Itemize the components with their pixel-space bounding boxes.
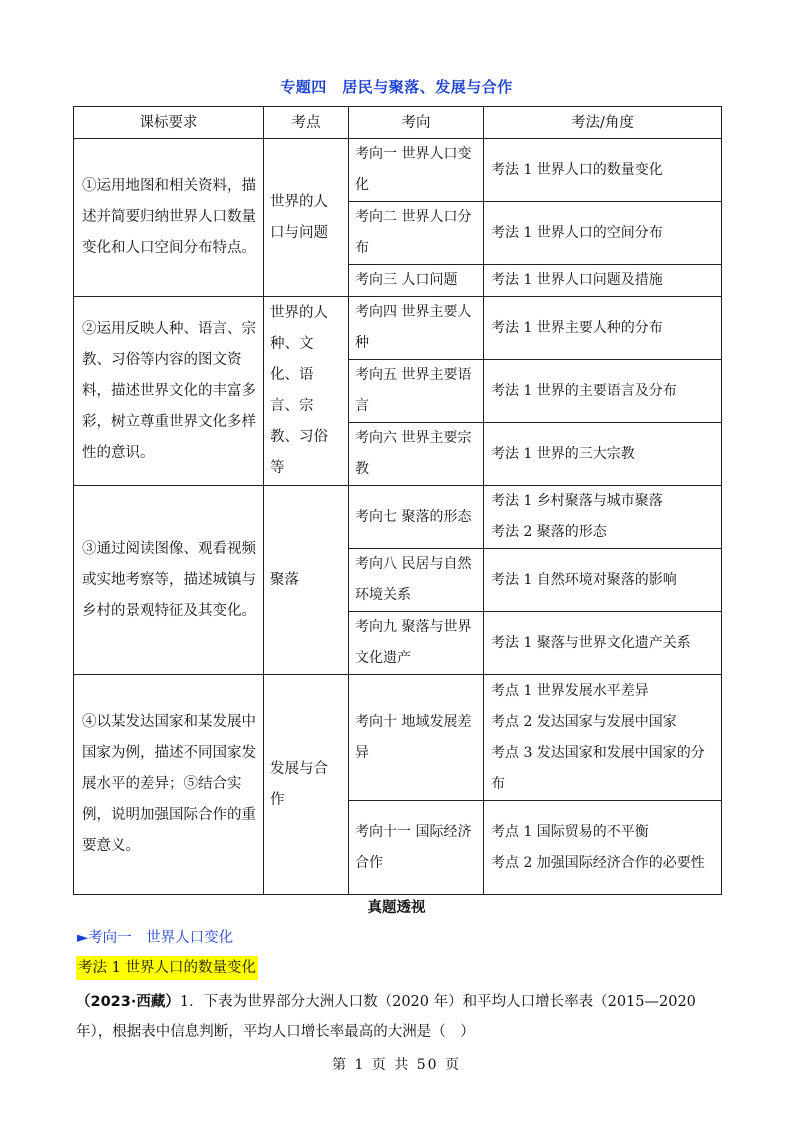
direction-cell: 考向九 聚落与世界文化遗产 bbox=[349, 612, 484, 675]
method-cell: 考法 1 世界人口问题及措施 bbox=[484, 265, 722, 297]
method-line: 考点 2 加强国际经济合作的必要性 bbox=[491, 854, 705, 871]
method-line: 考法 1 乡村聚落与城市聚落 bbox=[491, 493, 663, 509]
requirement-cell: ①运用地图和相关资料，描述并简要归纳世界人口数量变化和人口空间分布特点。 bbox=[74, 139, 264, 297]
direction-cell: 考向十 地域发展差异 bbox=[349, 675, 484, 801]
direction-cell: 考向七 聚落的形态 bbox=[349, 486, 484, 549]
page-footer: 第 1 页 共 50 页 bbox=[332, 1057, 461, 1073]
header-requirement: 课标要求 bbox=[74, 107, 264, 139]
syllabus-table bbox=[73, 106, 722, 895]
method-cell bbox=[484, 801, 722, 895]
question-body: 1．下表为世界部分大洲人口数（2020 年）和平均人口增长率表（2015—2020 年），根据表中信息判断，平均人口增长率最高的大洲是（ ） bbox=[76, 994, 696, 1040]
table-row bbox=[74, 675, 722, 801]
method-cell: 考法 1 世界的主要语言及分布 bbox=[484, 360, 722, 423]
direction-cell: 考向四 世界主要人种 bbox=[349, 297, 484, 360]
header-point: 考点 bbox=[264, 107, 349, 139]
requirement-cell: ③通过阅读图像、观看视频或实地考察等，描述城镇与乡村的景观特征及其变化。 bbox=[74, 486, 264, 675]
method-cell: 考法 1 世界人口的空间分布 bbox=[484, 202, 722, 265]
table-row bbox=[74, 486, 722, 549]
table-row bbox=[74, 297, 722, 360]
method-line: 考法 2 聚落的形态 bbox=[491, 524, 607, 540]
direction-heading: ►考向一 世界人口变化 bbox=[77, 930, 234, 946]
table-header-row bbox=[74, 107, 722, 139]
header-direction: 考向 bbox=[349, 107, 484, 139]
table-row bbox=[74, 139, 722, 202]
method-line: 考点 2 发达国家与发展中国家 bbox=[491, 713, 677, 730]
method-cell: 考法 1 自然环境对聚落的影响 bbox=[484, 549, 722, 612]
direction-cell: 考向五 世界主要语言 bbox=[349, 360, 484, 423]
point-cell: 世界的人种、文化、语言、宗教、习俗等 bbox=[264, 297, 349, 486]
direction-cell: 考向三 人口问题 bbox=[349, 265, 484, 297]
question-text bbox=[76, 987, 721, 1047]
method-cell: 考法 1 世界人口的数量变化 bbox=[484, 139, 722, 202]
method-cell: 考法 1 世界主要人种的分布 bbox=[484, 297, 722, 360]
direction-cell: 考向十一 国际经济合作 bbox=[349, 801, 484, 895]
direction-cell: 考向一 世界人口变化 bbox=[349, 139, 484, 202]
point-cell: 聚落 bbox=[264, 486, 349, 675]
direction-cell: 考向二 世界人口分布 bbox=[349, 202, 484, 265]
page-title: 专题四 居民与聚落、发展与合作 bbox=[280, 78, 513, 96]
method-line: 考点 1 世界发展水平差异 bbox=[491, 682, 649, 699]
section-heading: 真题透视 bbox=[367, 900, 426, 916]
requirement-cell: ④以某发达国家和某发展中国家为例，描述不同国家发展水平的差异；⑤结合实例，说明加强国际合作的重要意义。 bbox=[74, 675, 264, 895]
method-line: 考点 1 国际贸易的不平衡 bbox=[491, 823, 649, 840]
method-heading: 考法 1 世界人口的数量变化 bbox=[76, 956, 258, 980]
method-cell bbox=[484, 486, 722, 549]
method-cell bbox=[484, 675, 722, 801]
method-cell: 考法 1 世界的三大宗教 bbox=[484, 423, 722, 486]
direction-cell: 考向八 民居与自然环境关系 bbox=[349, 549, 484, 612]
direction-cell: 考向六 世界主要宗教 bbox=[349, 423, 484, 486]
header-method: 考法/角度 bbox=[484, 107, 722, 139]
point-cell: 发展与合作 bbox=[264, 675, 349, 895]
method-line: 考点 3 发达国家和发展中国家的分布 bbox=[491, 744, 705, 792]
requirement-cell: ②运用反映人种、语言、宗教、习俗等内容的图文资料，描述世界文化的丰富多彩，树立尊重世界文化多样性的意识。 bbox=[74, 297, 264, 486]
method-cell: 考法 1 聚落与世界文化遗产关系 bbox=[484, 612, 722, 675]
point-cell: 世界的人口与问题 bbox=[264, 139, 349, 297]
question-source: （2023·西藏） bbox=[76, 994, 180, 1010]
